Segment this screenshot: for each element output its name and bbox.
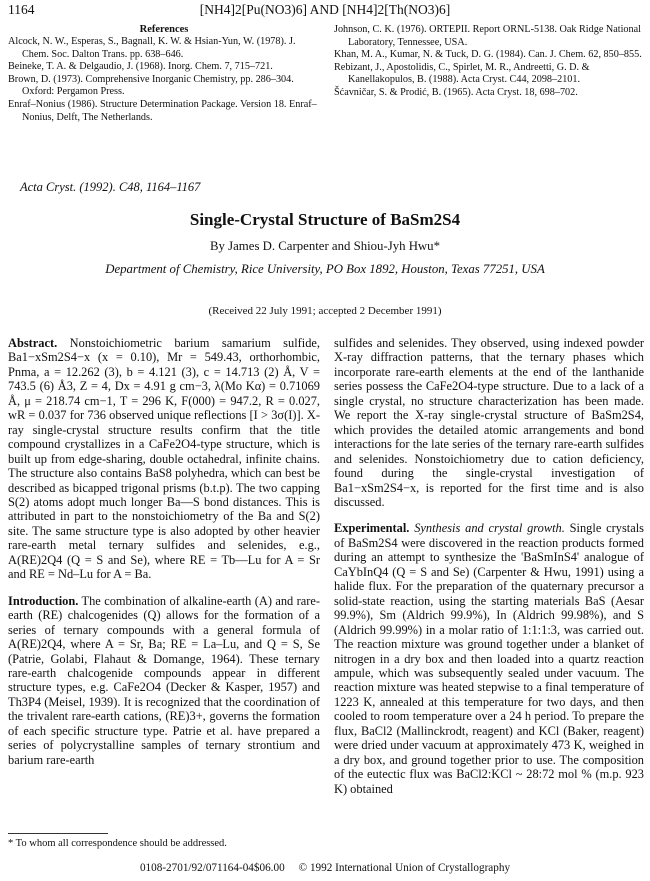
article-title: Single-Crystal Structure of BaSm2S4 (189, 210, 461, 229)
article-authors: By James D. Carpenter and Shiou-Jyh Hwu* (210, 239, 440, 253)
reference-item: Beineke, T. A. & Delgaudio, J. (1968). Inorg. Chem. 7, 715–721. (8, 61, 273, 73)
article-code: 0108-2701/92/071164-04$06.00 (139, 862, 285, 874)
reference-item: Rebizant, J., Apostolidis, C., Spirlet, M. R., Andreetti, G. D. & Kanellakopulos, B. (1988). Acta Cryst. C44, 2098–2101. (334, 61, 590, 86)
copyright: © 1992 International Union of Crystallography (298, 862, 511, 874)
experimental-text: Single crystals of BaSm2S4 were discovered in the reaction products formed during an attempt to synthesize the 'BaSmInS4' analogue of CaYbInQ4 (Q = S and Se) (Carpenter & Hwu, 1991) using a halide flux. For the preparation of the quaternary precursor a solid-state reaction, using the starting materials BaS (Aesar 99.9%), Sm (Aldrich 99.9%), In (Aldrich 99.98%), and S (Aldrich 99.99%) in a molar ratio of 1:1:1:3, was carried out. The reaction mixture was ground together under a blanket of nitrogen in a dry box and then loaded into a quartz reaction ampule, which was subsequently sealed under vacuum. The reaction mixture was heated stepwise to a final temperature of 1223 K, annealed at this temperature for two days, and then cooled to room temperature over a 24 h period. To prepare the flux, BaCl2 (Mallinckrodt, reagent) and KCl (Baker, reagent) were dried under vacuum at approximately 473 K, weighed in a dry box, and ground together prior to use. The composition of the eutectic flux was BaCl2:KCl ~ 28:72 mol % (m.p. 923 K) obtained (334, 521, 644, 796)
introduction-paragraph (8, 594, 320, 767)
abstract-text: Nonstoichiometric barium samarium sulfide, Ba1−xSm2S4−x (x = 0.10), Mr = 549.43, orthorhombic, Pnma, a = 12.262 (3), b = 4.121 (3), c = 14.713 (2) Å, V = 743.5 (6) Å3, Z = 4, Dx = 4.91 g cm−3, λ(Mo Kα) = 0.71069 Å, μ = 218.74 cm−1, T = 296 K, F(000) = 947.2, R = 0.027, wR = 0.037 for 736 observed unique reflections [I > 3σ(I)]. X-ray single-crystal structure results confirm that the title compound crystallizes in a CaFe2O4-type structure, which is built up from edge-sharing, double octahedral, infinite chains. The structure also contains BaS8 polyhedra, which can best be described as bicapped trigonal prisms (b.t.p). The two capping S(2) atoms adopt much longer Ba—S bond distances. This is attributed in part to the nonstoichiometry of the Ba and S(2) site. The same structure type is also adopted by other heavier rare-earth metal ternary sulfides and selenides, e.g., A(RE)2Q4 (Q = S and Se), where RE = Tb—Lu for A = Sr and RE = Nd–Lu for A = Ba. (8, 336, 320, 582)
footnote-rule (8, 833, 108, 834)
reference-item: Enraf–Nonius (1986). Structure Determination Package. Version 18. Enraf–Nonius, Delft, The Netherlands. (8, 98, 317, 123)
abstract-label: Abstract. (8, 336, 58, 350)
body-column-left (8, 336, 320, 767)
reference-item: Johnson, C. K. (1976). ORTEPII. Report ORNL-5138. Oak Ridge National Laboratory, Tennessee, USA. (334, 24, 641, 48)
references-right (334, 24, 644, 100)
received-dates: (Received 22 July 1991; accepted 2 December 1991) (208, 305, 442, 317)
references-left (8, 36, 320, 124)
reference-item: Šćavničar, S. & Prodić, B. (1965). Acta Cryst. 18, 698–702. (334, 86, 578, 98)
abstract-paragraph (8, 336, 320, 582)
footnote: * To whom all correspondence should be addressed. (8, 838, 227, 849)
reference-item: Brown, D. (1973). Comprehensive Inorganic Chemistry, pp. 286–304. Oxford: Pergamon Press. (8, 73, 294, 98)
experimental-subheading: Synthesis and crystal growth. (414, 521, 565, 536)
experimental-label: Experimental. (334, 521, 410, 536)
journal-reference: Acta Cryst. (1992). C48, 1164–1167 (20, 180, 201, 194)
experimental-paragraph (334, 521, 644, 796)
references-heading: References (139, 24, 189, 35)
introduction-text: The combination of alkaline-earth (A) and rare-earth (RE) chalcogenides (Q) allows for the formation of a series of ternary compounds with a general formula of A(RE)2Q4, where A = Sr, Ba; RE = La–Lu, and Q = S, Se (Patrie, Golabi, Flahaut & Domange, 1964). These ternary rare-earth chalcogenide compounds appear in different structure types, e.g. CaFe2O4 (Decker & Kasper, 1957) and Th3P4 (Meisel, 1939). It is recognized that the coordination of the trivalent rare-earth cations, (RE)3+, governs the formation of each specific structure type. Patrie et al. have prepared a series of polycrystalline samples of ternary strontium and barium rare-earth (8, 593, 320, 767)
page-number: 1164 (8, 2, 35, 17)
running-title: [NH4]2[Pu(NO3)6] AND [NH4]2[Th(NO3)6] (199, 2, 451, 17)
reference-item: Alcock, N. W., Esperas, S., Bagnall, K. W. & Hsian-Yun, W. (1978). J. Chem. Soc. Dalton Trans. pp. 638–646. (8, 36, 296, 60)
body-column-right (334, 336, 644, 796)
page-header (8, 2, 642, 22)
page-footer (0, 862, 650, 874)
introduction-label: Introduction. (8, 593, 79, 608)
article-affiliation: Department of Chemistry, Rice University, PO Box 1892, Houston, Texas 77251, USA (105, 262, 545, 276)
reference-item: Khan, M. A., Kumar, N. & Tuck, D. G. (1984). Can. J. Chem. 62, 850–855. (334, 49, 642, 61)
introduction-continued: sulfides and selenides. They observed, using indexed powder X-ray diffraction patterns, that the ternary phases which incorporate rare-earth elements at the end of the lanthanide series possess the CaFe2O4-type structure. Due to a lack of a single crystal, no structure characterization has been made. We report the X-ray single-crystal structure of BaSm2S4, which provides the detailed atomic arrangements and bond interactions for the late series of the ternary rare-earth sulfides and selenides. Nonstoichiometry due to cation deficiency, found during the single-crystal investigation of Ba1−xSm2S4−x, is reported for the first time and is also discussed. (334, 336, 644, 509)
